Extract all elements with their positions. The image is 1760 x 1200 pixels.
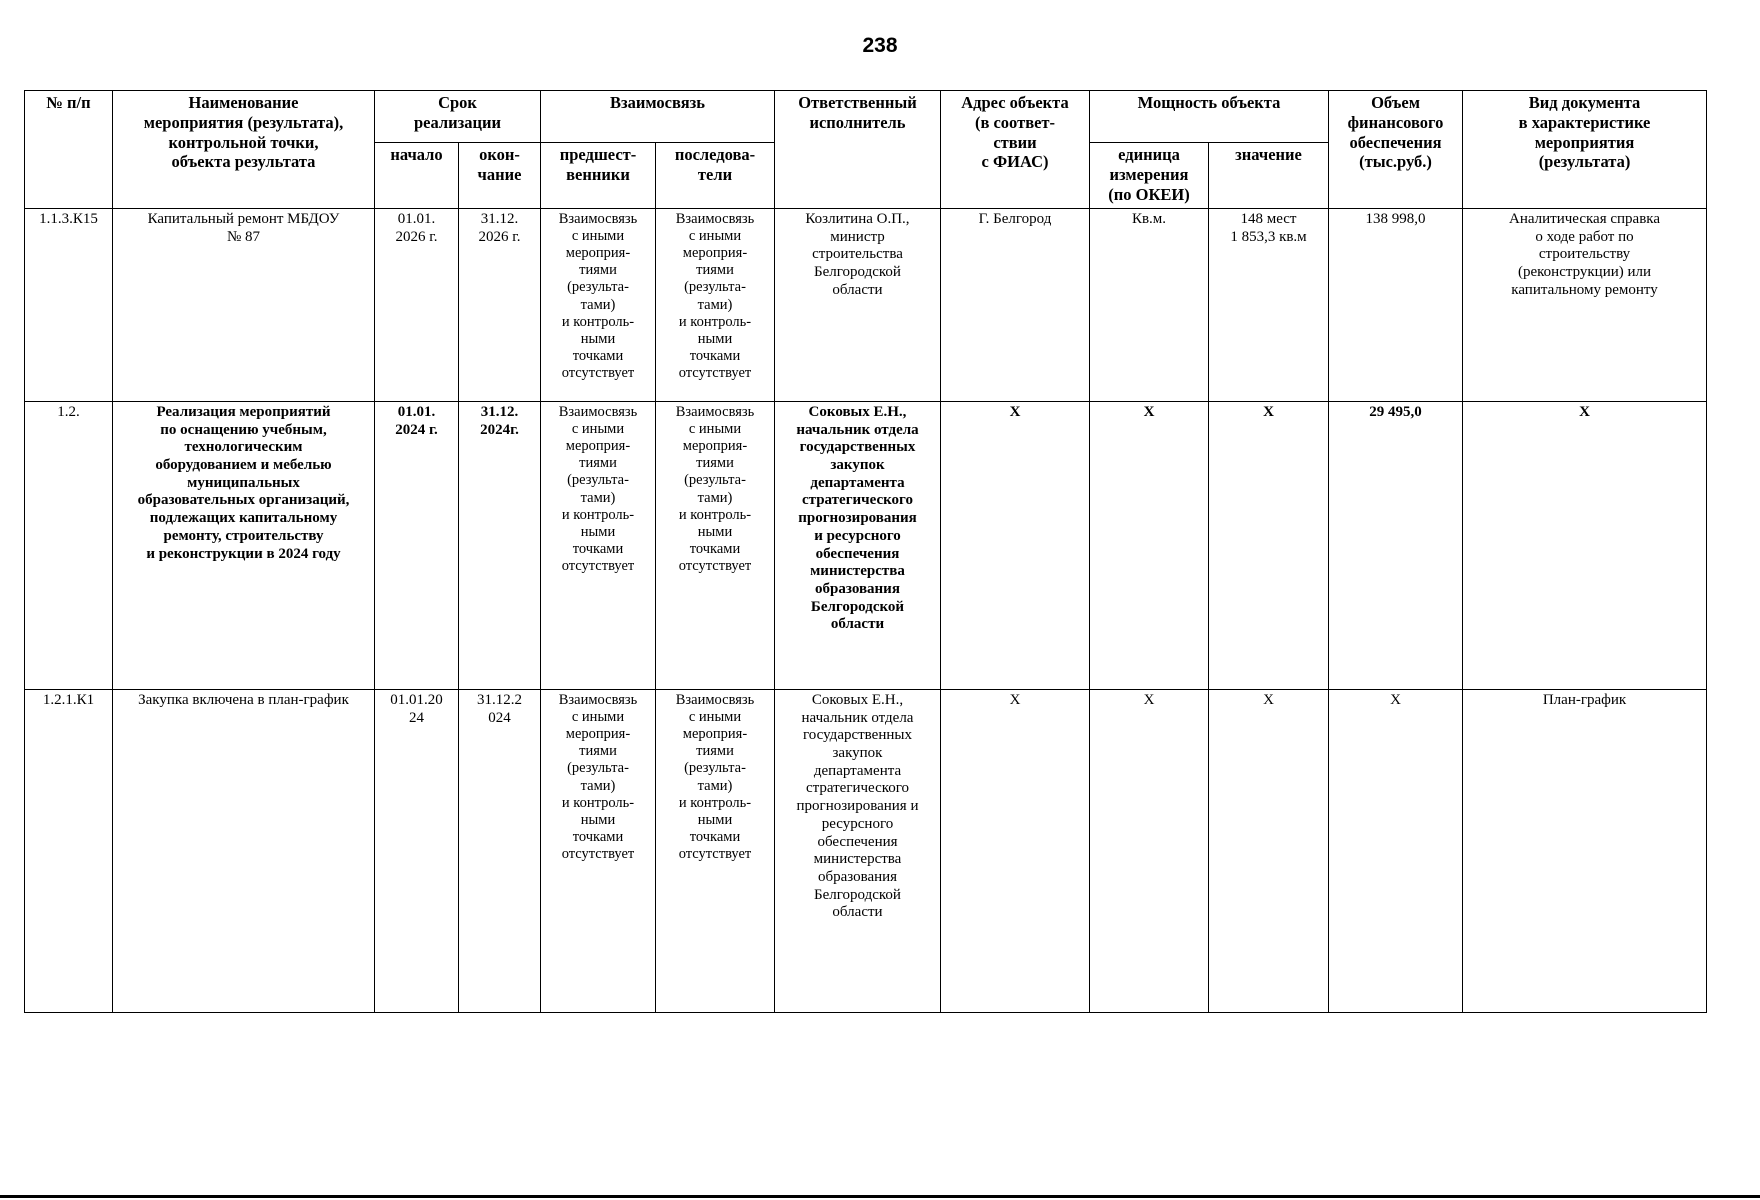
cell-num: 1.2. bbox=[25, 402, 113, 690]
cell-address: X bbox=[941, 402, 1090, 690]
cell-successors: Взаимосвязь с иными мероприя- тиями (результа- тами) и контроль- ными точками отсутствует bbox=[656, 402, 775, 690]
cell-end: 31.12.2 024 bbox=[459, 690, 541, 1013]
cell-unit: X bbox=[1090, 690, 1209, 1013]
cell-address: Г. Белгород bbox=[941, 209, 1090, 402]
cell-responsible: Соковых Е.Н., начальник отдела государственных закупок департамента стратегического прогнозирования и ресурсного обеспечения министерства образования Белгородской области bbox=[775, 690, 941, 1013]
cell-finance: 29 495,0 bbox=[1329, 402, 1463, 690]
cell-doc: Аналитическая справка о ходе работ по строительству (реконструкции) или капитальному ремонту bbox=[1463, 209, 1707, 402]
cell-num: 1.2.1.К1 bbox=[25, 690, 113, 1013]
activities-table bbox=[24, 90, 1707, 1013]
header-capacity-value: значение bbox=[1209, 143, 1329, 209]
cell-finance: X bbox=[1329, 690, 1463, 1013]
cell-num: 1.1.3.К15 bbox=[25, 209, 113, 402]
cell-start: 01.01.20 24 bbox=[375, 690, 459, 1013]
cell-end: 31.12. 2024г. bbox=[459, 402, 541, 690]
cell-predecessors: Взаимосвязь с иными мероприя- тиями (результа- тами) и контроль- ными точками отсутствует bbox=[541, 690, 656, 1013]
cell-start: 01.01. 2024 г. bbox=[375, 402, 459, 690]
header-term-start: начало bbox=[375, 143, 459, 209]
table-row bbox=[25, 209, 1707, 402]
cell-unit: X bbox=[1090, 402, 1209, 690]
header-term-end: окон- чание bbox=[459, 143, 541, 209]
page-number: 238 bbox=[862, 34, 898, 57]
header-term: Срок реализации bbox=[375, 91, 541, 143]
table-row bbox=[25, 402, 1707, 690]
header-responsible: Ответственный исполнитель bbox=[775, 91, 941, 209]
header-capacity-unit: единица измерения (по ОКЕИ) bbox=[1090, 143, 1209, 209]
cell-responsible: Соковых Е.Н., начальник отдела государственных закупок департамента стратегического прогнозирования и ресурсного обеспечения министерства образования Белгородской области bbox=[775, 402, 941, 690]
cell-finance: 138 998,0 bbox=[1329, 209, 1463, 402]
cell-end: 31.12. 2026 г. bbox=[459, 209, 541, 402]
header-num: № п/п bbox=[25, 91, 113, 209]
table-row bbox=[25, 690, 1707, 1013]
cell-start: 01.01. 2026 г. bbox=[375, 209, 459, 402]
cell-predecessors: Взаимосвязь с иными мероприя- тиями (результа- тами) и контроль- ными точками отсутствует bbox=[541, 402, 656, 690]
header-doc: Вид документа в характеристике мероприятия (результата) bbox=[1463, 91, 1707, 209]
cell-address: X bbox=[941, 690, 1090, 1013]
cell-doc: X bbox=[1463, 402, 1707, 690]
header-name: Наименование мероприятия (результата), контрольной точки, объекта результата bbox=[113, 91, 375, 209]
header-address: Адрес объекта (в соответ- ствии с ФИАС) bbox=[941, 91, 1090, 209]
cell-value: X bbox=[1209, 690, 1329, 1013]
header-relation-next: последова- тели bbox=[656, 143, 775, 209]
cell-doc: План-график bbox=[1463, 690, 1707, 1013]
cell-responsible: Козлитина О.П., министр строительства Белгородской области bbox=[775, 209, 941, 402]
cell-successors: Взаимосвязь с иными мероприя- тиями (результа- тами) и контроль- ными точками отсутствует bbox=[656, 690, 775, 1013]
header-finance: Объем финансового обеспечения (тыс.руб.) bbox=[1329, 91, 1463, 209]
cell-predecessors: Взаимосвязь с иными мероприя- тиями (результа- тами) и контроль- ными точками отсутствует bbox=[541, 209, 656, 402]
cell-successors: Взаимосвязь с иными мероприя- тиями (результа- тами) и контроль- ными точками отсутствует bbox=[656, 209, 775, 402]
cell-name: Реализация мероприятий по оснащению учебным, технологическим оборудованием и мебелью муниципальных образовательных организаций, подлежащих капитальному ремонту, строительству и реконструкции в 2024 году bbox=[113, 402, 375, 690]
cell-value: 148 мест 1 853,3 кв.м bbox=[1209, 209, 1329, 402]
cell-unit: Кв.м. bbox=[1090, 209, 1209, 402]
bottom-rule bbox=[0, 1195, 1760, 1198]
header-row-1 bbox=[25, 91, 1707, 143]
cell-name: Закупка включена в план-график bbox=[113, 690, 375, 1013]
cell-value: X bbox=[1209, 402, 1329, 690]
cell-name: Капитальный ремонт МБДОУ № 87 bbox=[113, 209, 375, 402]
header-relation-prev: предшест- венники bbox=[541, 143, 656, 209]
header-relation: Взаимосвязь bbox=[541, 91, 775, 143]
header-capacity: Мощность объекта bbox=[1090, 91, 1329, 143]
